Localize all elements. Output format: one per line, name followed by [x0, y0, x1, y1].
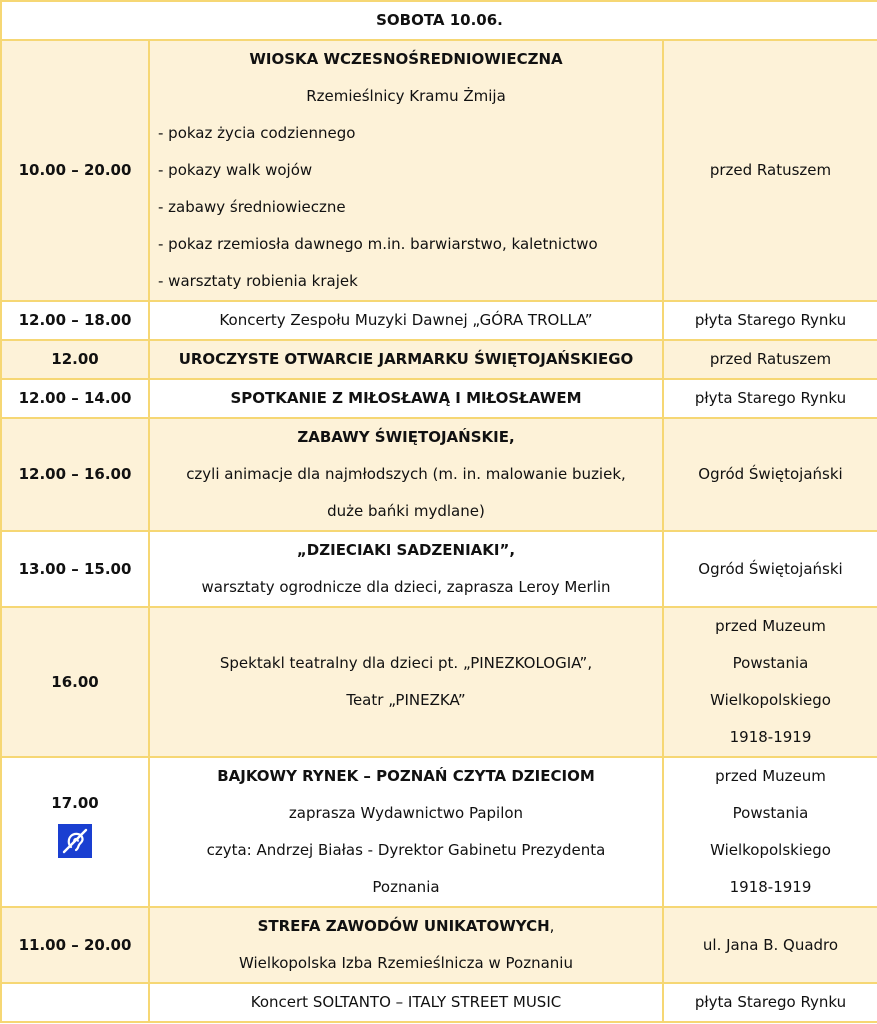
day-header: SOBOTA 10.06. [1, 1, 877, 40]
description-cell: Koncerty Zespołu Muzyki Dawnej „GÓRA TROLLA” [149, 301, 663, 340]
description-cell [149, 418, 663, 531]
time-cell: 16.00 [1, 607, 149, 757]
place-line: Wielkopolskiego [710, 841, 831, 859]
place-cell: Ogród Świętojański [663, 531, 877, 607]
time-cell [1, 757, 149, 907]
hearing-loop-icon [58, 824, 92, 858]
place-line: Wielkopolskiego [710, 691, 831, 709]
time-cell: 13.00 – 15.00 [1, 531, 149, 607]
time-cell: 12.00 – 16.00 [1, 418, 149, 531]
table-row [1, 907, 877, 983]
description-cell [149, 907, 663, 983]
table-row [1, 340, 877, 379]
event-title: UROCZYSTE OTWARCIE JARMARKU ŚWIĘTOJAŃSKIEGO [178, 350, 634, 368]
time-cell: 12.00 – 14.00 [1, 379, 149, 418]
description-cell [149, 531, 663, 607]
place-cell: przed Ratuszem [663, 340, 877, 379]
event-line: Wielkopolska Izba Rzemieślnicza w Poznaniu [239, 954, 573, 972]
place-cell: Ogród Świętojański [663, 418, 877, 531]
table-row [1, 418, 877, 531]
time-cell: 10.00 – 20.00 [1, 40, 149, 301]
table-row [1, 379, 877, 418]
place-cell [663, 607, 877, 757]
place-cell: płyta Starego Rynku [663, 301, 877, 340]
time-label: 17.00 [51, 794, 99, 812]
place-line: Powstania [732, 804, 809, 822]
event-title: STREFA ZAWODÓW UNIKATOWYCH [257, 917, 550, 935]
description-cell [149, 340, 663, 379]
event-line: zaprasza Wydawnictwo Papilon [288, 804, 524, 822]
table-row [1, 40, 877, 301]
description-cell: Koncert SOLTANTO – ITALY STREET MUSIC [149, 983, 663, 1022]
place-line: przed Muzeum [715, 617, 826, 635]
description-cell [149, 379, 663, 418]
time-cell: 12.00 [1, 340, 149, 379]
table-row [1, 607, 877, 757]
description-cell [149, 607, 663, 757]
place-cell: przed Ratuszem [663, 40, 877, 301]
event-line: Spektakl teatralny dla dzieci pt. „PINEZKOLOGIA”, [219, 654, 593, 672]
event-subtitle: Rzemieślnicy Kramu Żmija [306, 87, 506, 105]
event-line: czyli animacje dla najmłodszych (m. in. malowanie buziek, [186, 465, 626, 483]
event-title-line [158, 908, 654, 945]
place-cell: ul. Jana B. Quadro [663, 907, 877, 983]
table-row [1, 301, 877, 340]
event-line: Poznania [372, 878, 440, 896]
list-item: - pokaz życia codziennego [158, 124, 356, 142]
place-line: 1918-1919 [729, 878, 812, 896]
time-cell: 12.00 – 18.00 [1, 301, 149, 340]
event-title: BAJKOWY RYNEK – POZNAŃ CZYTA DZIECIOM [217, 767, 595, 785]
event-title: SPOTKANIE Z MIŁOSŁAWĄ I MIŁOSŁAWEM [230, 389, 582, 407]
title-suffix: , [549, 917, 555, 935]
event-line: czyta: Andrzej Białas - Dyrektor Gabinetu Prezydenta [206, 841, 606, 859]
place-cell: płyta Starego Rynku [663, 983, 877, 1022]
place-line: Powstania [732, 654, 809, 672]
place-line: przed Muzeum [715, 767, 826, 785]
table-row [1, 757, 877, 907]
place-cell: płyta Starego Rynku [663, 379, 877, 418]
time-cell: 11.00 – 20.00 [1, 907, 149, 983]
list-item: - warsztaty robienia krajek [158, 272, 358, 290]
table-row [1, 531, 877, 607]
list-item: - pokazy walk wojów [158, 161, 313, 179]
time-cell [1, 983, 149, 1022]
description-cell [149, 757, 663, 907]
event-line: Teatr „PINEZKA” [346, 691, 466, 709]
list-item: - pokaz rzemiosła dawnego m.in. barwiarstwo, kaletnictwo [158, 235, 598, 253]
place-cell [663, 757, 877, 907]
event-line: warsztaty ogrodnicze dla dzieci, zaprasza Leroy Merlin [201, 578, 611, 596]
description-cell [149, 40, 663, 301]
header-row [1, 1, 877, 40]
event-line: duże bańki mydlane) [327, 502, 485, 520]
event-title: ZABAWY ŚWIĘTOJAŃSKIE, [297, 428, 515, 446]
list-item: - zabawy średniowieczne [158, 198, 346, 216]
event-title: WIOSKA WCZESNOŚREDNIOWIECZNA [249, 50, 563, 68]
table-row [1, 983, 877, 1022]
place-line: 1918-1919 [729, 728, 812, 746]
event-title: „DZIECIAKI SADZENIAKI”, [296, 541, 516, 559]
